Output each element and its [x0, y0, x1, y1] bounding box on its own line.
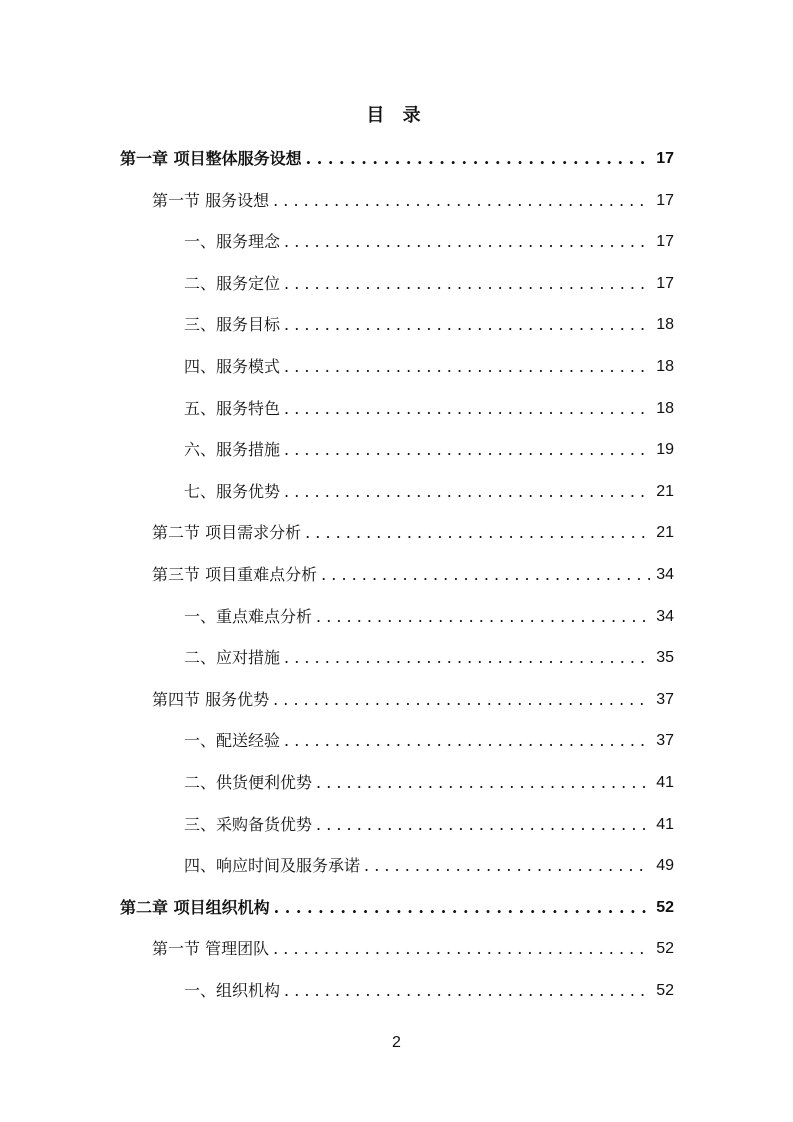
toc-entry-page: 17 — [656, 191, 674, 209]
toc-entry-page: 35 — [656, 649, 674, 667]
toc-section-entry[interactable] — [152, 554, 674, 596]
toc-subsection-entry[interactable] — [184, 720, 674, 762]
toc-entry-page: 17 — [656, 233, 674, 251]
toc-entry-page: 52 — [656, 898, 674, 916]
toc-entry-label: 一、重点难点分析 — [184, 606, 313, 626]
toc-subsection-entry[interactable] — [184, 221, 674, 263]
toc-subsection-entry[interactable] — [184, 762, 674, 804]
toc-dot-leader — [284, 981, 650, 1001]
toc-entry-label: 第一章 项目整体服务设想 — [120, 149, 302, 168]
toc-subsection-entry[interactable] — [184, 596, 674, 638]
toc-subsection-entry[interactable] — [184, 429, 674, 471]
toc-entry-page: 41 — [656, 815, 674, 833]
toc-entry-label: 三、采购备货优势 — [184, 814, 313, 834]
toc-entry-label: 五、服务特色 — [184, 398, 281, 418]
toc-section-entry[interactable] — [152, 679, 674, 721]
toc-entry-label: 二、服务定位 — [184, 273, 281, 293]
toc-section-entry[interactable] — [152, 512, 674, 554]
toc-entry-page: 17 — [656, 274, 674, 292]
toc-dot-leader — [284, 357, 650, 377]
toc-dot-leader — [274, 898, 650, 918]
toc-entry-label: 六、服务措施 — [184, 440, 281, 460]
toc-dot-leader — [284, 482, 650, 502]
toc-chapter-entry[interactable] — [120, 887, 674, 929]
toc-dot-leader — [284, 274, 650, 294]
toc-entry-label: 二、应对措施 — [184, 648, 281, 668]
toc-entry-page: 18 — [656, 399, 674, 417]
toc-entry-page: 49 — [656, 857, 674, 875]
toc-entry-label: 一、配送经验 — [184, 731, 281, 751]
toc-entry-page: 17 — [656, 150, 674, 167]
toc-entry-page: 18 — [656, 316, 674, 334]
toc-dot-leader — [316, 607, 650, 627]
toc-subsection-entry[interactable] — [184, 471, 674, 513]
toc-dot-leader — [316, 815, 650, 835]
toc-section-entry[interactable] — [152, 928, 674, 970]
toc-entry-label: 三、服务目标 — [184, 315, 281, 335]
toc-dot-leader — [284, 399, 650, 419]
toc-entry-label: 四、服务模式 — [184, 357, 281, 376]
toc-subsection-entry[interactable] — [184, 304, 674, 346]
toc-subsection-entry[interactable] — [184, 637, 674, 679]
toc-dot-leader — [273, 939, 650, 959]
toc-entry-label: 第四节 服务优势 — [152, 689, 270, 709]
toc-subsection-entry[interactable] — [184, 845, 674, 887]
toc-subsection-entry[interactable] — [184, 346, 674, 388]
toc-entry-page: 21 — [656, 524, 674, 542]
toc-subsection-entry[interactable] — [184, 970, 674, 1012]
toc-entry-label: 七、服务优势 — [184, 481, 281, 501]
toc-dot-leader — [305, 523, 650, 543]
toc-dot-leader — [284, 731, 650, 751]
toc-entry-page: 37 — [656, 690, 674, 708]
page-title: 目 录 — [366, 105, 427, 126]
toc-entry-label: 四、响应时间及服务承诺 — [184, 856, 361, 876]
toc-entry-label: 一、服务理念 — [184, 232, 281, 252]
toc-entry-label: 第一节 服务设想 — [152, 190, 270, 210]
toc-entry-label: 第一节 管理团队 — [152, 939, 270, 959]
toc-entry-label: 第三节 项目重难点分析 — [152, 565, 318, 584]
toc-section-entry[interactable] — [152, 180, 674, 222]
toc-dot-leader — [284, 440, 650, 460]
toc-subsection-entry[interactable] — [184, 388, 674, 430]
toc-entry-page: 19 — [656, 441, 674, 459]
toc-dot-leader — [316, 773, 650, 793]
toc-entry-page: 34 — [656, 607, 674, 625]
toc-dot-leader — [364, 856, 650, 876]
toc-entry-page: 21 — [656, 482, 674, 500]
toc-entry-page: 41 — [656, 774, 674, 791]
toc-entry-label: 第二节 项目需求分析 — [152, 523, 302, 543]
toc-entry-page: 52 — [656, 940, 674, 958]
toc-entry-page: 34 — [656, 566, 674, 583]
toc-dot-leader — [306, 149, 650, 169]
toc-dot-leader — [284, 648, 650, 668]
toc-entry-page: 52 — [656, 982, 674, 999]
toc-subsection-entry[interactable] — [184, 804, 674, 846]
toc-dot-leader — [284, 232, 650, 252]
toc-chapter-entry[interactable] — [120, 138, 674, 180]
page-number: 2 — [392, 1034, 401, 1051]
toc-entry-label: 一、组织机构 — [184, 981, 281, 1000]
toc-entry-label: 二、供货便利优势 — [184, 773, 313, 792]
toc-entry-page: 37 — [656, 732, 674, 750]
toc-dot-leader — [273, 191, 650, 211]
toc-entry-label: 第二章 项目组织机构 — [120, 897, 270, 917]
toc-dot-leader — [273, 690, 650, 710]
toc-entry-page: 18 — [656, 358, 674, 375]
toc-dot-leader — [284, 315, 650, 335]
toc-dot-leader — [321, 565, 650, 585]
toc-subsection-entry[interactable] — [184, 263, 674, 305]
